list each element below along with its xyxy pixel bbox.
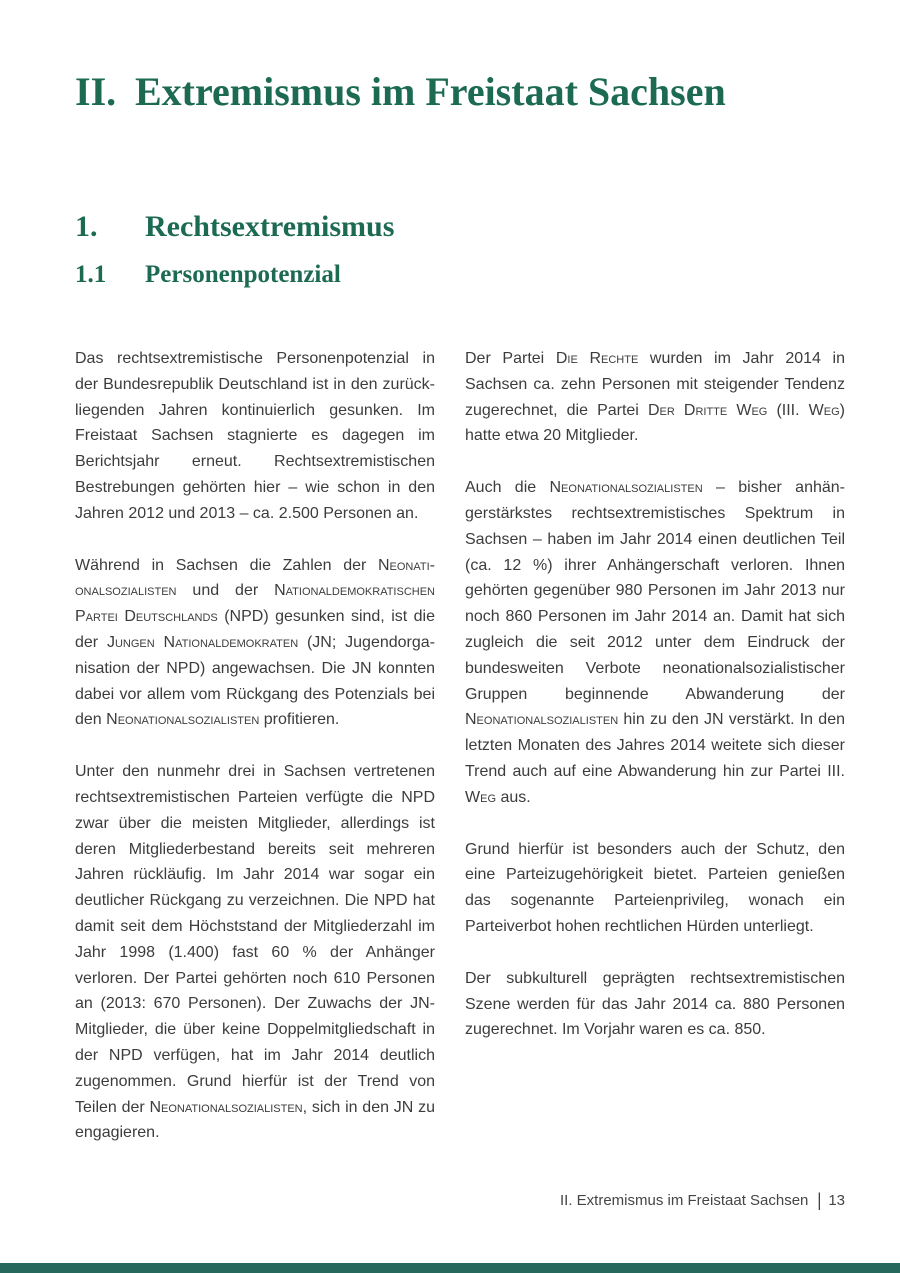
footer-separator: | [817, 1189, 822, 1212]
smallcaps-term: Jungen Nationaldemokraten [106, 633, 299, 651]
paragraph: Der subkulturell geprägten rechtsextremistischen Szene werden für das Jahr 2014 ca. 880 Personen zugerechnet. Im Vorjahr waren es ca. 850. [465, 969, 845, 1039]
chapter-heading [75, 70, 726, 114]
smallcaps-term: Der Dritte Weg [647, 401, 768, 419]
paragraph: Der Partei Die Rechte wurden im Jahr 2014 in Sachsen ca. zehn Personen mit steigender Tendenz zugerechnet, die Partei Der Dritte Weg (III. Weg) hatte etwa 20 Mitglieder. [465, 350, 845, 445]
paragraph: Während in Sachsen die Zahlen der Neonationalsozialisten und der Nationaldemokratischen Partei Deutschlands (NPD) gesunken sind, ist die der Jungen Nationaldemokraten (JN; Jugendorganisation der NPD) angewachsen. Die JN konnten dabei vor allem vom Rückgang des Potenzials bei den Neonationalsozialisten profitieren. [75, 556, 435, 729]
smallcaps-term: Die Rechte [555, 350, 639, 367]
body-column-right [465, 346, 845, 1069]
page-footer [560, 1189, 845, 1212]
smallcaps-term: Neonationalsozialisten [106, 711, 260, 729]
smallcaps-term: Neonationalsozialisten [549, 479, 703, 497]
footer-chapter-label: II. Extremismus im Freistaat Sachsen [560, 1192, 809, 1209]
paragraph: Unter den nunmehr drei in Sachsen vertretenen rechtsextremistischen Parteien verfügte die NPD zwar über die meisten Mitglieder, allerdings ist deren Mitgliederbestand bereits seit mehreren Jahren rückläufig. Im Jahr 2014 war sogar ein deutlicher Rückgang zu verzeichnen. Die NPD hat damit seit dem Höchststand der Mitgliederzahl im Jahr 1998 (1.400) fast 60 % der Anhänger verloren. Der Partei gehörten noch 610 Personen an (2013: 670 Personen). Der Zuwachs der JN-Mitglieder, die über keine Doppelmitgliedschaft in der NPD verfügen, hat im Jahr 2014 deutlich zugenommen. Grund hierfür ist der Trend von Teilen der Neonationalsozialisten, sich in den JN zu engagieren. [75, 763, 435, 1142]
subsection-title: Personenpotenzial [145, 261, 341, 288]
paragraph: Grund hierfür ist besonders auch der Schutz, den eine Parteizugehörigkeit bietet. Parteien genießen das sogenannte Parteienprivileg, wonach ein Parteiverbot hohen rechtlichen Hürden unterliegt. [465, 840, 845, 935]
subsection-number: 1.1 [75, 261, 107, 288]
smallcaps-term: Weg [808, 401, 840, 419]
smallcaps-term: Neonationalsozialisten [149, 1098, 303, 1116]
subsection-heading [75, 261, 341, 289]
section-title: Rechtsextremismus [145, 210, 395, 243]
paragraph: Auch die Neonationalsozialisten – bisher anhängerstärkstes rechtsextremistisches Spektrum in Sachsen – haben im Jahr 2014 einen deutlichen Teil (ca. 12 %) ihrer Anhängerschaft verloren. Ihnen gehörten gegenüber 980 Personen im Jahr 2013 nur noch 860 Personen im Jahr 2014 an. Damit hat sich zugleich die seit 2012 unter dem Eindruck der bundesweiten Verbote neonationalsozialistischer Gruppen beginnende Abwanderung der Neonationalsozialisten hin zu den JN verstärkt. In den letzten Monaten des Jahres 2014 weitete sich dieser Trend auch auf eine Abwanderung hin zur Partei III. Weg aus. [465, 479, 845, 806]
chapter-title: Extremismus im Freistaat Sachsen [135, 69, 726, 114]
section-heading [75, 210, 394, 243]
chapter-number: II. [75, 69, 117, 114]
smallcaps-term: Nationaldemokratischen Partei Deutschlands [75, 582, 435, 626]
footer-accent-bar [0, 1263, 900, 1273]
paragraph: Das rechtsextremistische Personenpotenzial in der Bundesrepublik Deutschland ist in den zurückliegenden Jahren kontinuierlich gesunken. Im Freistaat Sachsen stagnierte es dagegen im Berichtsjahr erneut. Rechtsextremistischen Bestrebungen gehörten hier – wie schon in den Jahren 2012 und 2013 – ca. 2.500 Personen an. [75, 350, 435, 522]
smallcaps-term: Weg [465, 788, 496, 806]
smallcaps-term: Neonationalsozialisten [75, 556, 435, 600]
body-column-left [75, 346, 435, 1172]
smallcaps-term: Neonationalsozialisten [465, 711, 619, 729]
footer-page-number: 13 [828, 1192, 845, 1209]
section-number: 1. [75, 210, 98, 243]
